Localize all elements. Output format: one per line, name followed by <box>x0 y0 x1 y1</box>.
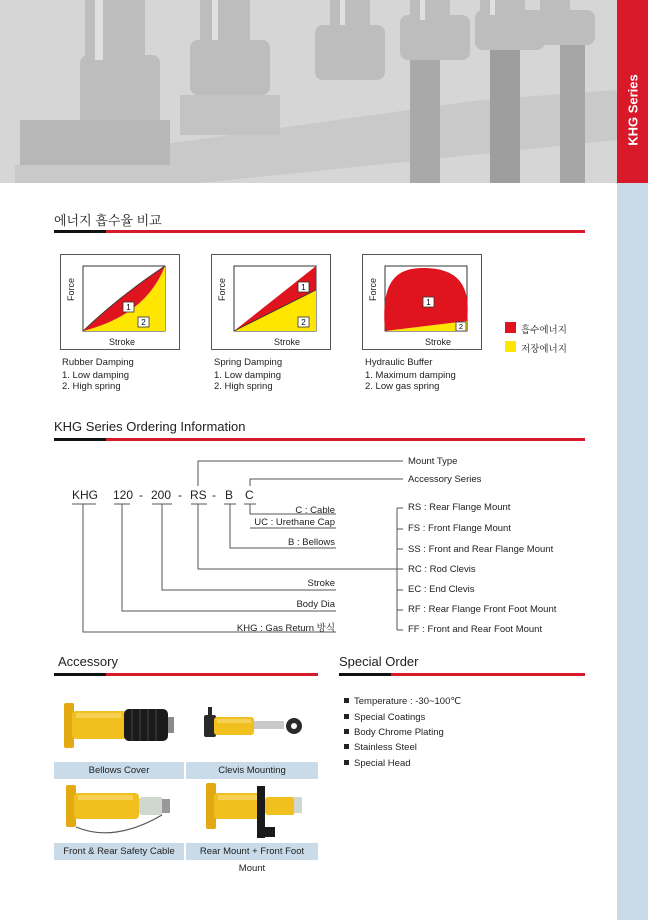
code-dash-2: - <box>178 488 182 502</box>
mount-fs: FS : Front Flange Mount <box>408 523 511 534</box>
special-item-text: Special Head <box>354 758 411 769</box>
bullet-icon <box>344 760 349 765</box>
clevis-mounting-image <box>204 707 302 737</box>
special-item <box>344 696 461 707</box>
graph-name: Hydraulic Buffer <box>365 357 433 368</box>
graph-item: 2. Low gas spring <box>365 381 440 392</box>
special-item <box>344 742 417 753</box>
bullet-icon <box>344 744 349 749</box>
mount-ec: EC : End Clevis <box>408 584 475 595</box>
accessory-heading: Accessory <box>58 654 118 669</box>
safety-cable-caption: Front & Rear Safety Cable <box>54 843 184 860</box>
region1-label: 1 <box>126 303 131 312</box>
bullet-icon <box>344 698 349 703</box>
special-item <box>344 712 425 723</box>
code-b: B <box>225 488 234 502</box>
safety-cable-image <box>66 785 170 833</box>
bellows-cover-image <box>64 703 174 748</box>
graph-item: 2. High spring <box>214 381 273 392</box>
special-item <box>344 727 444 738</box>
special-rule <box>339 673 585 676</box>
special-item-text: Stainless Steel <box>354 742 417 753</box>
region1-label: 1 <box>426 298 431 307</box>
special-item <box>344 758 411 769</box>
code-khg: KHG <box>72 488 99 502</box>
mount-ss: SS : Front and Rear Flange Mount <box>408 544 554 555</box>
bellows-cover-caption: Bellows Cover <box>54 762 184 779</box>
force-axis-label: Force <box>66 277 76 301</box>
mount-type-label: Mount Type <box>408 456 458 467</box>
code-c: C <box>245 488 254 502</box>
force-axis-label: Force <box>368 277 378 301</box>
accessory-rule <box>54 673 318 676</box>
stroke-axis-label: Stroke <box>274 337 301 347</box>
mount-rs: RS : Rear Flange Mount <box>408 502 511 513</box>
khg-label: KHG : Gas Return 방식 <box>236 623 335 634</box>
mount-rf: RF : Rear Flange Front Foot Mount <box>408 604 557 615</box>
code-dash-1: - <box>139 488 143 502</box>
urethane-label: UC : Urethane Cap <box>254 517 335 528</box>
region2-label: 2 <box>141 318 146 327</box>
graph-item: 1. Low damping <box>62 370 130 381</box>
stroke-axis-label: Stroke <box>425 337 452 347</box>
code-120: 120 <box>113 488 134 502</box>
accessory-series-label: Accessory Series <box>408 474 482 485</box>
special-item-text: Body Chrome Plating <box>354 727 444 738</box>
bullet-icon <box>344 729 349 734</box>
graph-name: Rubber Damping <box>62 357 134 368</box>
legend-stored-label: 저장에너지 <box>521 344 567 355</box>
rear-foot-mount-image <box>206 783 302 838</box>
graph-item: 1. Maximum damping <box>365 370 456 381</box>
clevis-mounting-caption: Clevis Mounting <box>186 762 318 779</box>
cable-label: C : Cable <box>295 505 335 516</box>
code-dash-3: - <box>212 488 216 502</box>
region2-label: 2 <box>301 318 306 327</box>
energy-heading: 에너지 흡수율 비교 <box>54 213 162 228</box>
graph-item: 2. High spring <box>62 381 121 392</box>
stroke-label: Stroke <box>307 578 335 589</box>
region2-label: 2 <box>458 322 464 331</box>
code-200: 200 <box>151 488 172 502</box>
special-item-text: Special Coatings <box>354 712 426 723</box>
graph-item: 1. Low damping <box>214 370 282 381</box>
special-heading: Special Order <box>339 654 419 669</box>
graph-name: Spring Damping <box>214 357 283 368</box>
mount-rc: RC : Rod Clevis <box>408 564 476 575</box>
bullet-icon <box>344 714 349 719</box>
ordering-heading: KHG Series Ordering Information <box>54 419 246 434</box>
mount-ff: FF : Front and Rear Foot Mount <box>408 624 543 635</box>
series-title <box>617 60 648 160</box>
series-title-text: KHG Series <box>625 74 640 146</box>
region1-label: 1 <box>301 283 306 292</box>
special-item-text: Temperature : -30~100℃ <box>354 696 462 707</box>
code-rs: RS <box>190 488 207 502</box>
stroke-axis-label: Stroke <box>109 337 136 347</box>
legend-absorbed-label: 흡수에너지 <box>521 325 567 336</box>
rear-foot-mount-caption: Rear Mount + Front Foot Mount <box>186 843 318 860</box>
bellows-label: B : Bellows <box>288 537 335 548</box>
body-dia-label: Body Dia <box>296 599 335 610</box>
force-axis-label: Force <box>217 277 227 301</box>
